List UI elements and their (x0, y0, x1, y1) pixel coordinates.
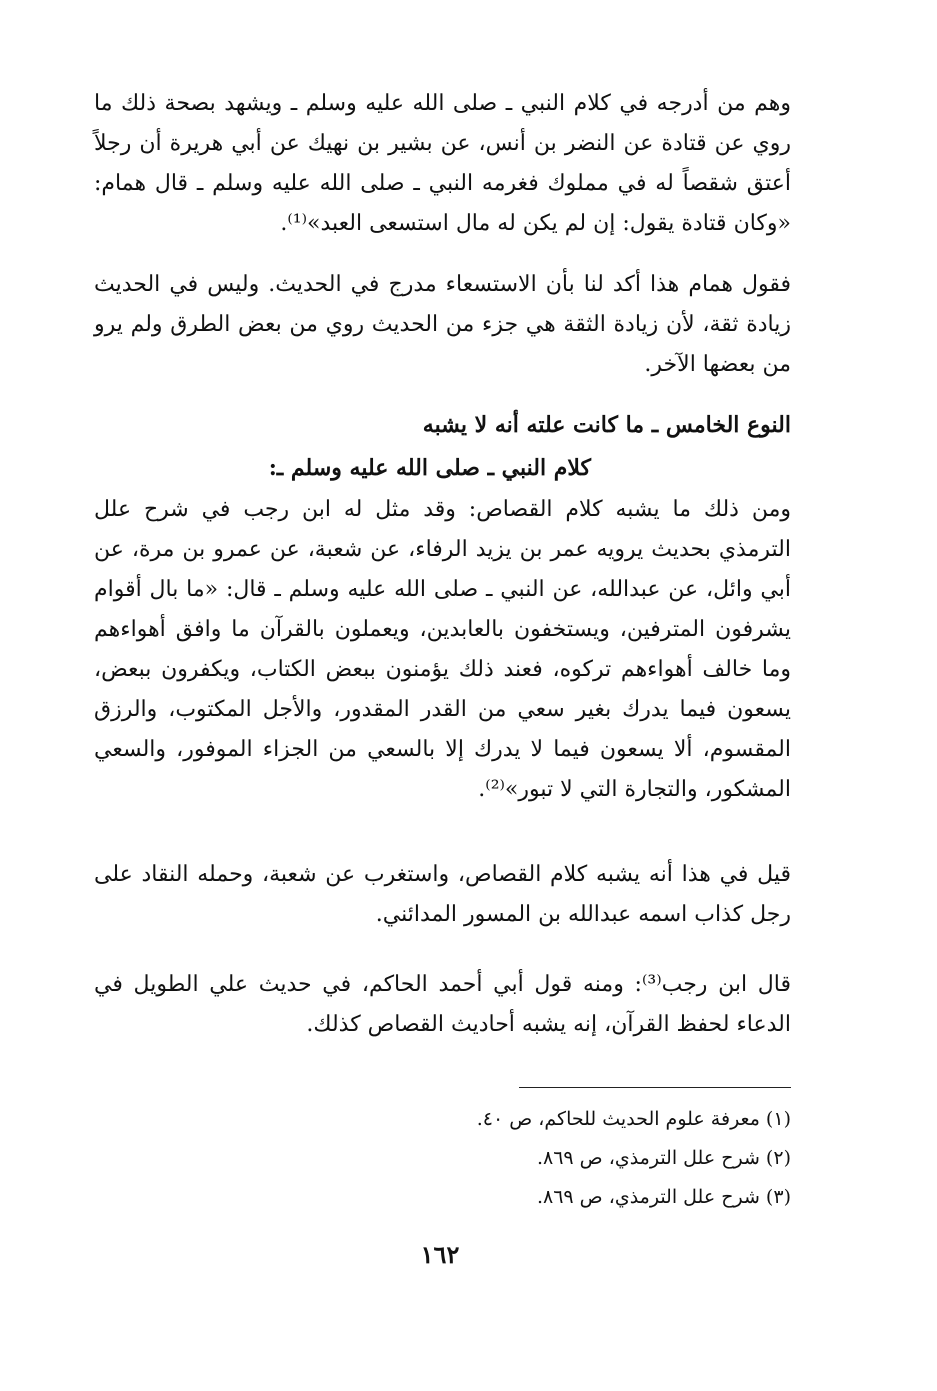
section-heading-line-2 (94, 448, 791, 488)
footnote-3: (٣) شرح علل الترمذي، ص ٨٦٩. (536, 1186, 791, 1208)
paragraph-2 (94, 265, 791, 385)
paragraph-3 (94, 490, 791, 810)
page-number: ١٦٢ (420, 1240, 460, 1269)
section-heading-line-1: النوع الخامس ـ ما كانت علته أنه لا يشبه (422, 412, 791, 438)
footnote-1: (١) معرفة علوم الحديث للحاكم، ص ٤٠. (476, 1108, 791, 1130)
footnote-2: (٢) شرح علل الترمذي، ص ٨٦٩. (536, 1147, 791, 1169)
paragraph-5 (94, 965, 791, 1045)
footnote-divider (519, 1087, 791, 1088)
paragraph-3-text: ومن ذلك ما يشبه كلام القصاص: وقد مثل له ابن رجب في شرح علل الترمذي بحديث يرويه عمر بن يزيد الرفاء، عن شعبة، عن عمرو بن مرة، عن أبي وائل، عن عبدالله، عن النبي ـ صلى الله عليه وسلم ـ قال: «ما بال أقوام يشرفون المترفين، ويستخفون بالعابدين، ويعملون بالقرآن ما وافق أهواءهم وما خالف أهواءهم تركوه، فعند ذلك يؤمنون ببعض الكتاب، ويكفرون ببعض، يسعون فيما يدرك بغير سعي من القدر المقدور، والأجل المكتوب، والرزق المقسوم، ألا يسعون فيما لا يدرك إلا بالسعي من الجزاء الموفور، والسعي المشكور، والتجارة التي لا تبور»⁽²⁾. (94, 497, 791, 802)
paragraph-4-text: قيل في هذا أنه يشبه كلام القصاص، واستغرب عن شعبة، وحمله النقاد على رجل كذاب اسمه عبدالله بن المسور المدائني. (94, 862, 791, 927)
paragraph-1-text: وهم من أدرجه في كلام النبي ـ صلى الله عليه وسلم ـ ويشهد بصحة ذلك ما روي عن قتادة عن النضر بن أنس، عن بشير بن نهيك عن أبي هريرة أن رجلاً أعتق شقصاً له في مملوك فغرمه النبي ـ صلى الله عليه وسلم ـ قال همام: «وكان قتادة يقول: إن لم يكن له مال استسعى العبد»⁽¹⁾. (94, 91, 791, 236)
paragraph-4 (94, 855, 791, 935)
footnotes (300, 1100, 791, 1217)
section-heading-line-2-text: كلام النبي ـ صلى الله عليه وسلم ـ: (268, 455, 591, 481)
paragraph-5-text: قال ابن رجب⁽³⁾: ومنه قول أبي أحمد الحاكم، في حديث علي الطويل في الدعاء لحفظ القرآن، إنه يشبه أحاديث القصاص كذلك. (94, 972, 792, 1037)
paragraph-2-text: فقول همام هذا أكد لنا بأن الاستسعاء مدرج في الحديث. وليس في الحديث زيادة ثقة، لأن زيادة الثقة هي جزء من الحديث روي من بعض الطرق ولم يرو من بعضها الآخر. (94, 272, 791, 377)
paragraph-1 (94, 84, 791, 244)
